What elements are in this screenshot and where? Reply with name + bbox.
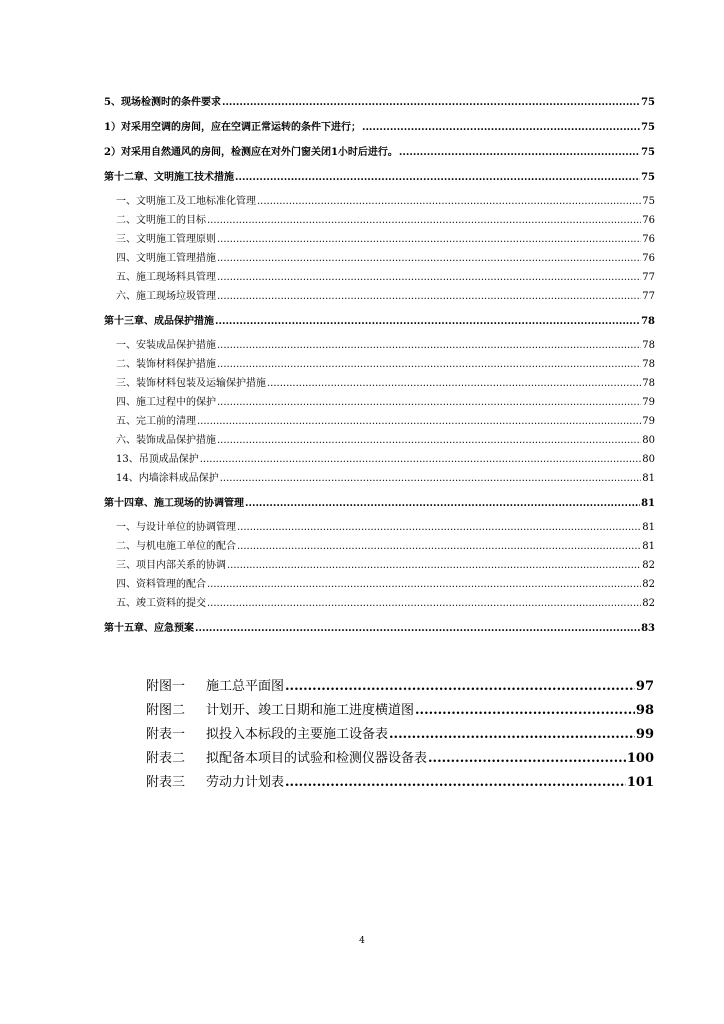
toc-entry-title: 三、装饰材料包装及运输保护措施: [116, 378, 266, 389]
toc-entry-page: 82: [642, 579, 655, 590]
toc-heading-row[interactable]: [104, 146, 655, 159]
dot-leader: [217, 271, 641, 284]
appendix-row[interactable]: [146, 775, 654, 799]
dot-leader: [207, 214, 641, 227]
toc-entry-row[interactable]: [104, 252, 655, 265]
appendix-row[interactable]: [146, 703, 654, 727]
toc-entry-row[interactable]: [104, 358, 655, 371]
toc-entry-row[interactable]: [104, 559, 655, 572]
toc-entry-title: 一、安装成品保护措施: [116, 340, 216, 351]
toc-entry-title: 五、竣工资料的提交: [116, 598, 206, 609]
toc-entry-row[interactable]: [104, 540, 655, 553]
toc-heading-row[interactable]: [104, 121, 655, 134]
toc-entry-row[interactable]: [104, 453, 655, 466]
toc-entry-page: 78: [642, 378, 655, 389]
toc-entry-title: 1）对采用空调的房间，应在空调正常运转的条件下进行；: [104, 122, 361, 133]
toc-entry-title: 六、施工现场垃圾管理: [116, 291, 216, 302]
dot-leader: [237, 521, 641, 534]
dot-leader: [399, 146, 640, 159]
dot-leader: [362, 121, 640, 134]
appendix-row[interactable]: [146, 727, 654, 751]
toc-entry-row[interactable]: [104, 377, 655, 390]
toc-heading-row[interactable]: [104, 622, 655, 635]
toc-entry-title: 5、现场检测时的条件要求: [104, 97, 221, 108]
toc-entry-title: 13、吊顶成品保护: [116, 454, 199, 465]
toc-entry-row[interactable]: [104, 233, 655, 246]
toc-entry-title: 2）对采用自然通风的房间，检测应在对外门窗关闭1小时后进行。: [104, 147, 398, 158]
toc-entry-page: 77: [642, 291, 655, 302]
toc-entry-page: 79: [642, 416, 655, 427]
appendix-title: 施工总平面图: [206, 679, 285, 694]
toc-entry-page: 76: [642, 215, 655, 226]
dot-leader: [207, 578, 641, 591]
appendix-list: [146, 679, 654, 799]
toc-entry-title: 第十四章、施工现场的协调管理: [104, 498, 244, 509]
toc-entry-row[interactable]: [104, 597, 655, 610]
toc-entry-title: 四、资料管理的配合: [116, 579, 206, 590]
toc-entry-title: 14、内墙涂料成品保护: [116, 473, 219, 484]
toc-entry-page: 79: [642, 397, 655, 408]
toc-entry-title: 四、文明施工管理措施: [116, 253, 216, 264]
appendix-title: 劳动力计划表: [206, 775, 285, 790]
toc-heading-row[interactable]: [104, 171, 655, 184]
toc-entry-title: 二、装饰材料保护措施: [116, 359, 216, 370]
toc-entry-row[interactable]: [104, 339, 655, 352]
toc-entry-row[interactable]: [104, 472, 655, 485]
dot-leader: [215, 315, 640, 328]
dot-leader: [235, 171, 640, 184]
toc-entry-row[interactable]: [104, 195, 655, 208]
dot-leader: [222, 96, 640, 109]
toc-heading-row[interactable]: [104, 315, 655, 328]
appendix-label: 附图二: [146, 703, 186, 718]
dot-leader: [217, 434, 641, 447]
toc-entry-title: 三、项目内部关系的协调: [116, 560, 226, 571]
dot-leader: [285, 775, 626, 791]
appendix-label: 附表二: [146, 751, 186, 766]
toc-entry-page: 80: [642, 454, 655, 465]
dot-leader: [267, 377, 641, 390]
dot-leader: [195, 622, 640, 635]
toc-entry-row[interactable]: [104, 434, 655, 447]
toc-entry-row[interactable]: [104, 290, 655, 303]
dot-leader: [207, 597, 641, 610]
dot-leader: [217, 233, 641, 246]
appendix-title: 拟配备本项目的试验和检测仪器设备表: [206, 751, 428, 766]
appendix-label: 附表一: [146, 727, 186, 742]
appendix-page: 100: [626, 751, 654, 766]
toc-entry-page: 77: [642, 272, 655, 283]
toc-entry-title: 四、施工过程中的保护: [116, 397, 216, 408]
appendix-row[interactable]: [146, 751, 654, 775]
toc-heading-row[interactable]: [104, 96, 655, 109]
toc-entry-title: 二、与机电施工单位的配合: [116, 541, 236, 552]
toc-entry-page: 82: [642, 560, 655, 571]
toc-heading-row[interactable]: [104, 497, 655, 510]
toc-entry-page: 81: [642, 473, 655, 484]
toc-entry-row[interactable]: [104, 214, 655, 227]
toc-entry-row[interactable]: [104, 521, 655, 534]
toc-entry-page: 81: [641, 498, 655, 509]
toc-entry-row[interactable]: [104, 415, 655, 428]
toc-entry-title: 第十二章、文明施工技术措施: [104, 172, 234, 183]
appendix-label: 附表三: [146, 775, 186, 790]
toc-entry-page: 75: [642, 196, 655, 207]
toc-entry-row[interactable]: [104, 271, 655, 284]
toc-entry-title: 五、完工前的清理: [116, 416, 196, 427]
dot-leader: [217, 339, 641, 352]
appendix-title: 计划开、竣工日期和施工进度横道图: [206, 703, 415, 718]
toc-entry-title: 二、文明施工的目标: [116, 215, 206, 226]
dot-leader: [200, 453, 642, 466]
toc-entry-title: 第十五章、应急预案: [104, 623, 194, 634]
toc-entry-title: 三、文明施工管理原则: [116, 234, 216, 245]
toc-entry-page: 75: [641, 122, 655, 133]
dot-leader: [415, 703, 635, 719]
toc-entry-page: 81: [642, 522, 655, 533]
page-number: 4: [359, 936, 365, 946]
appendix-page: 101: [626, 775, 654, 790]
toc-entry-page: 76: [642, 234, 655, 245]
toc-entry-page: 78: [642, 359, 655, 370]
dot-leader: [245, 497, 640, 510]
dot-leader: [428, 751, 626, 767]
toc-entry-page: 80: [642, 435, 655, 446]
table-of-contents: [104, 96, 655, 635]
dot-leader: [389, 727, 635, 743]
toc-entry-page: 78: [642, 340, 655, 351]
toc-entry-row[interactable]: [104, 396, 655, 409]
toc-entry-page: 78: [641, 316, 655, 327]
appendix-label: 附图一: [146, 679, 186, 694]
toc-entry-page: 82: [642, 598, 655, 609]
toc-entry-title: 一、文明施工及工地标准化管理: [116, 196, 256, 207]
appendix-page: 97: [635, 679, 654, 694]
toc-entry-page: 75: [641, 172, 655, 183]
toc-entry-page: 83: [641, 623, 655, 634]
appendix-row[interactable]: [146, 679, 654, 703]
dot-leader: [197, 415, 641, 428]
toc-entry-title: 第十三章、成品保护措施: [104, 316, 214, 327]
toc-entry-row[interactable]: [104, 578, 655, 591]
dot-leader: [257, 195, 641, 208]
appendix-page: 98: [635, 703, 654, 718]
dot-leader: [217, 290, 641, 303]
dot-leader: [217, 252, 641, 265]
dot-leader: [220, 472, 642, 485]
appendix-page: 99: [635, 727, 654, 742]
dot-leader: [237, 540, 641, 553]
dot-leader: [227, 559, 641, 572]
toc-entry-title: 六、装饰成品保护措施: [116, 435, 216, 446]
toc-entry-title: 一、与设计单位的协调管理: [116, 522, 236, 533]
appendix-title: 拟投入本标段的主要施工设备表: [206, 727, 389, 742]
toc-entry-page: 75: [641, 147, 655, 158]
dot-leader: [217, 396, 641, 409]
dot-leader: [217, 358, 641, 371]
toc-entry-page: 76: [642, 253, 655, 264]
toc-entry-page: 75: [641, 97, 655, 108]
toc-entry-page: 81: [642, 541, 655, 552]
toc-entry-title: 五、施工现场料具管理: [116, 272, 216, 283]
dot-leader: [285, 679, 635, 695]
